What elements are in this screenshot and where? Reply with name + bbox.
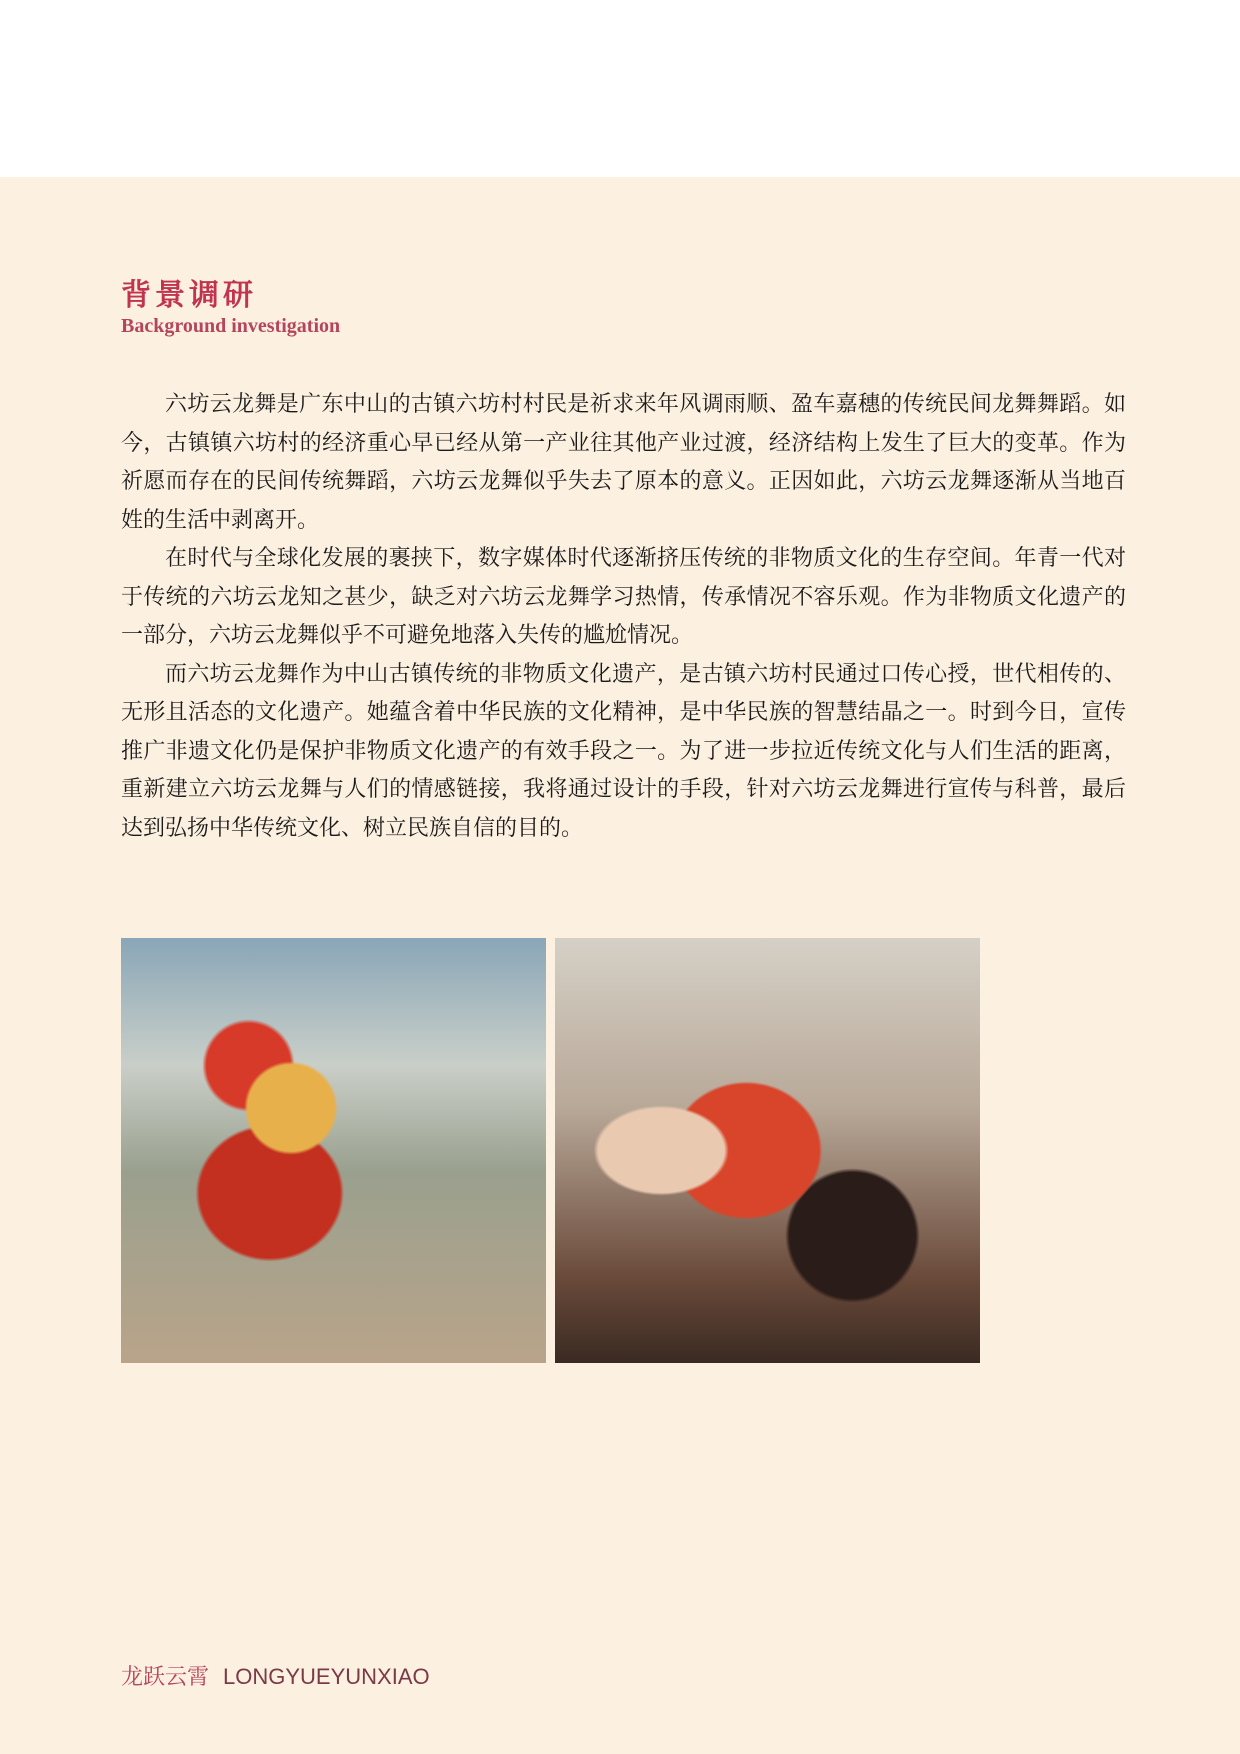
dragon-dance-photo-right xyxy=(555,938,980,1363)
section-subtitle: Background investigation xyxy=(121,315,341,337)
footer-title-cn: 龙跃云霄 xyxy=(121,1665,210,1690)
section-title: 背景调研 xyxy=(121,278,257,313)
paragraph: 在时代与全球化发展的裹挟下，数字媒体时代逐渐挤压传统的非物质文化的生存空间。年青一代对于传统的六坊云龙知之甚少，缺乏对六坊云龙舞学习热情，传承情况不容乐观。作为非物质文化遗产的一部分，六坊云龙舞似乎不可避免地落入失传的尴尬情况。 xyxy=(121,546,1126,648)
dragon-dance-photo-left xyxy=(121,938,546,1363)
footer xyxy=(121,1660,430,1691)
paragraph: 六坊云龙舞是广东中山的古镇六坊村村民是祈求来年风调雨顺、盈车嘉穗的传统民间龙舞舞蹈。如今，古镇镇六坊村的经济重心早已经从第一产业往其他产业过渡，经济结构上发生了巨大的变革。作为祈愿而存在的民间传统舞蹈，六坊云龙舞似乎失去了原本的意义。正因如此，六坊云龙舞逐渐从当地百姓的生活中剥离开。 xyxy=(121,392,1126,533)
body-text xyxy=(121,386,1126,848)
paragraph: 而六坊云龙舞作为中山古镇传统的非物质文化遗产，是古镇六坊村民通过口传心授，世代相传的、无形且活态的文化遗产。她蕴含着中华民族的文化精神，是中华民族的智慧结晶之一。时到今日，宣传推广非遗文化仍是保护非物质文化遗产的有效手段之一。为了进一步拉近传统文化与人们生活的距离，重新建立六坊云龙舞与人们的情感链接，我将通过设计的手段，针对六坊云龙舞进行宣传与科普，最后达到弘扬中华传统文化、树立民族自信的目的。 xyxy=(121,661,1126,841)
footer-title-en: LONGYUEYUNXIAO xyxy=(223,1664,430,1689)
